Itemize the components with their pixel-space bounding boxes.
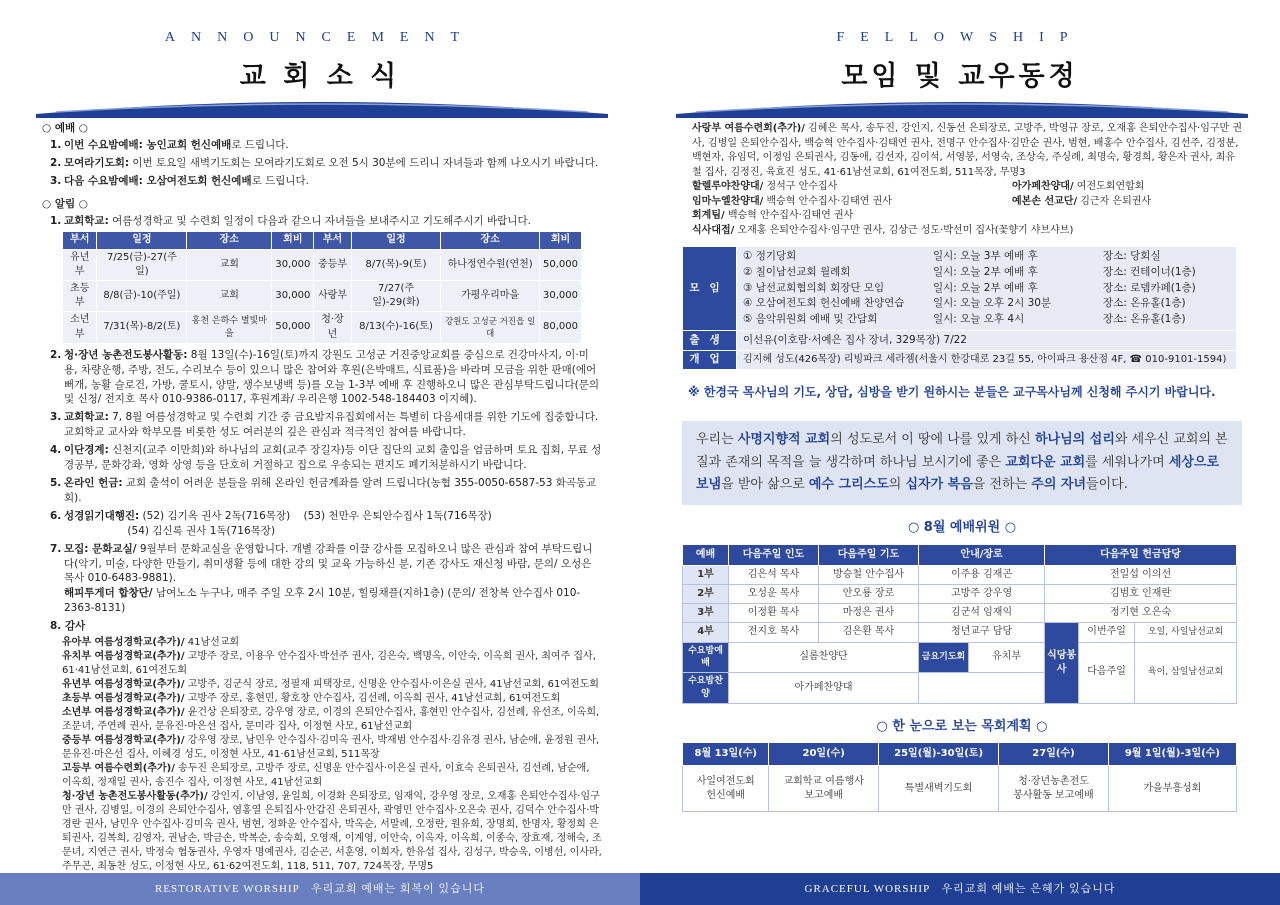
fellowship-list <box>682 122 1242 238</box>
list-item <box>692 224 1242 239</box>
text-field: 이번주일 <box>1079 623 1135 642</box>
text-field: 수요밤예배 <box>683 642 729 673</box>
text-field: 신천지(교주 이만희)와 하나님의 교회(교주 장길자)등 이단 집단의 교회 출입을 엄금하며 토요 집회, 무료 성경공부, 문화강좌, 영화 상영 등을 단호히 거절하고 집으로 우송되는 편지도 폐기처분하시기 바랍니다. <box>64 444 602 472</box>
text-field: 중등부 여름성경학교(추가)/ <box>62 735 185 747</box>
text-field: ③ 남선교회협의회 회장단 모임 <box>743 281 885 294</box>
text-field: 아가페찬양대 <box>729 673 919 704</box>
list-item <box>692 180 1242 195</box>
table-row <box>63 312 582 343</box>
text-field: 수요밤찬양 <box>683 673 729 704</box>
title-swoosh <box>36 96 608 118</box>
text-field: 일정 <box>97 232 187 249</box>
text-field: 유년부 여름성경학교(추가)/ <box>62 679 185 691</box>
text-field: 온라인 헌금: <box>64 477 123 489</box>
text-field: 의 <box>888 477 906 493</box>
text-field: 청·장년농촌전도 <box>1018 775 1089 787</box>
text-field: 식사대접/ <box>692 224 735 236</box>
list-item <box>62 636 602 650</box>
text-field: 1. <box>50 214 62 227</box>
text-field: 윤건상 은퇴장로, 강우영 장로, 이경의 은퇴안수집사, 홍현민 안수집사, 김선례, 유선조, 이옥희, 조문녀, 주연례 권사, 문유진·마은선 집사, 문미라 집사, 이정현 사모, 61남선교회 <box>62 707 600 733</box>
list-item <box>743 265 1230 281</box>
thanks-heading: 8. 감사 <box>50 620 86 633</box>
text-field: 장소: 로뎀카페(1층) <box>1103 281 1196 294</box>
list-item <box>62 734 602 762</box>
text-field: 들이다. <box>1086 477 1128 493</box>
list-item <box>50 156 602 171</box>
text-field: 사랑부 <box>314 281 351 312</box>
text-field: 회계팀/ <box>692 210 725 221</box>
text-field: 고방주 장로, 홍현민, 황호창 안수집사, 김선례, 이옥희 권사, 41남선교회, 61여전도회 <box>184 693 561 705</box>
table-row <box>683 565 1237 584</box>
text-field: 회비 <box>272 232 314 249</box>
text-field: 방승철 안수집사 <box>819 565 919 584</box>
list-item <box>62 790 602 874</box>
text-field: 모집: 문화교실/ <box>64 542 137 555</box>
text-field: 정기현 오은숙 <box>1045 604 1237 623</box>
text-field: 9월부터 문화교실을 운영합니다. 개별 강좌를 이끌 강사를 모집하오니 많은 관심과 참여 부탁드립니다(악기, 미술, 다양한 만들기, 취미생활 등에 대한 강의 및 교육 가능하신 분, 기존 강사도 재신청 바람, 문의/ 오성은 목사 010-6483-9881). <box>64 542 593 585</box>
text-field: 사명지향적 교회 <box>737 431 831 447</box>
text-field: 일시: 오늘 오후 2시 30분 <box>933 297 1052 310</box>
text-field: 홍천 은하수 별빛마을 <box>187 312 272 343</box>
text-field: 9월 1일(월)-3일(수) <box>1108 743 1236 766</box>
text-field: 김근자 은퇴권사 <box>1077 195 1152 207</box>
text-field: 김은환 목사 <box>819 623 919 642</box>
text-field: 일시: 오늘 2부 예배 후 <box>933 265 1038 278</box>
text-field: 교회다운 교회 <box>1005 454 1086 470</box>
list-item <box>50 443 602 473</box>
text-field: 다음 수요밤예배: 오삼여전도회 헌신예배 <box>64 174 252 187</box>
text-field: 2. <box>50 156 62 169</box>
text-field: 김범호 인재란 <box>1045 584 1237 603</box>
text-field: 고방주, 김군식 장로, 정필재 피택장로, 신명운 안수집사·이은실 권사, 41남선교회, 61여전도회 <box>184 679 599 691</box>
table-row <box>683 623 1237 642</box>
list-item <box>50 542 602 617</box>
text-field: 소년부 여름성경학교(추가)/ <box>62 707 185 719</box>
list-item <box>743 249 1230 265</box>
text-field: 안내/장로 <box>919 544 1045 565</box>
page-title: 모임 및 교우동정 <box>841 61 1079 92</box>
text-field: 하나정연수원(연천) <box>441 249 540 280</box>
text-field: 이번 수요밤예배: 농인교회 헌신예배 <box>64 138 232 151</box>
text-field: 김은석 목사 <box>729 565 819 584</box>
text-field: 7. <box>50 542 62 555</box>
text-field: 교회학교 여름행사 <box>783 775 864 787</box>
text-field: 30,000 <box>272 281 314 312</box>
text-field: 80,000 <box>539 312 581 343</box>
text-field: 김군석 임재익 <box>919 604 1045 623</box>
text-field: 장소 <box>441 232 540 249</box>
table-row <box>683 642 1237 673</box>
text-field: 여름성경학교 및 수련회 일정이 다음과 같으니 자녀들을 보내주시고 기도해주시기 바랍니다. <box>108 214 531 227</box>
text-field: 청년교구 담당 <box>919 623 1045 642</box>
text-field: 정석구 안수집사 <box>763 181 838 192</box>
list-item <box>743 296 1230 312</box>
table-row <box>63 249 582 280</box>
text-field: 로 드립니다. <box>231 138 289 151</box>
text-field: 안오룡 장로 <box>819 584 919 603</box>
notice-heading: ○ 알림 ○ <box>42 197 88 210</box>
text-field: 이주용 김재곤 <box>919 565 1045 584</box>
text-field: 봉사활동 보고예배 <box>1013 789 1094 801</box>
page-title: 교 회 소 식 <box>239 61 401 92</box>
text-field: 4부 <box>683 623 729 642</box>
text-field: 50,000 <box>539 249 581 280</box>
text-field: 다음주일 기도 <box>819 544 919 565</box>
text-field: 오일, 사일남선교회 <box>1135 623 1237 642</box>
list-item <box>692 209 1242 224</box>
text-field: GRACEFUL WORSHIP <box>804 883 931 895</box>
text-field: 을 받아 삶으로 <box>721 477 809 493</box>
text-field: 장소: 온유홀(1층) <box>1103 313 1186 325</box>
text-field: 일정 <box>351 232 441 249</box>
text-field: 청·장년 <box>314 312 351 343</box>
text-field: 오성운 목사 <box>729 584 819 603</box>
list-item <box>62 762 602 790</box>
text-field: 1부 <box>683 565 729 584</box>
text-field: 2. <box>50 348 62 361</box>
text-field: 송두진 은퇴장로, 고방주 장로, 신명운 안수집사·이은실 권사, 이효숙 은퇴권사, 김선례, 남순애, 이옥희, 정재일 권사, 송진수 집사, 이정현 사모, 41남선교회 <box>62 763 590 789</box>
text-field: ④ 오삼여전도회 헌신예배 찬양연습 <box>743 297 905 310</box>
list-item <box>50 509 602 539</box>
text-field: 김혜은 목사, 송두진, 강인지, 신동선 은퇴장로, 고방주, 박영규 장로, 오재홍 은퇴안수집사·임구만 권사, 김병일 은퇴안수집사, 백승혁 안수집사·김태연 권사, 전명구 안수집사·김만순 권사, 범현, 배홍수 안수집사, 김선주, 김정분, 백현자, 유임덕, 이정임 은퇴권사, 김동애, 김선자, 김이석, 서영봉, 서영숙, 조상숙, 주싱례, 최명숙, 황경희, 황은자 권사, 최유철 집사, 김정진, 육효진 성도, 41·61남선교회, 61여전도회, 511목장, 무명3 <box>692 123 1243 178</box>
table-row <box>683 604 1237 623</box>
text-field: 6. <box>50 509 62 522</box>
text-field: (54) 김신록 권사 1독(716목장) <box>127 524 276 537</box>
text-field: 7/27(주일)-29(화) <box>351 281 441 312</box>
text-field: 고등부 여름수련회(추가)/ <box>62 763 175 775</box>
text-field: 8월 13일(수) <box>683 743 769 766</box>
text-field: 금요기도회 <box>919 642 969 673</box>
fellowship-page <box>640 0 1280 905</box>
list-item <box>50 410 602 440</box>
text-field: 3. <box>50 411 62 424</box>
list-item <box>62 678 602 692</box>
right-footer <box>640 873 1280 905</box>
text-field: ② 칠이남선교회 월례회 <box>743 265 851 278</box>
worship-committee-table <box>682 544 1237 704</box>
text-field: 장소: 당회실 <box>1103 250 1161 262</box>
text-field: 2부 <box>683 584 729 603</box>
title-swoosh <box>676 96 1248 118</box>
text-field: 20일(수) <box>769 743 878 766</box>
text-field: ⑤ 음악위원회 예배 및 간담회 <box>743 313 878 325</box>
text-field: 다음주일 헌금담당 <box>1045 544 1237 565</box>
text-field: ① 정기당회 <box>743 250 797 262</box>
open-label: 개업 <box>683 350 737 369</box>
text-field: 백승혁 안수집사·김태연 권사 <box>724 210 854 221</box>
text-field: 해피투게더 합창단/ <box>64 587 153 600</box>
text-field: 하나님의 섭리 <box>1035 431 1115 447</box>
text-field: 부서 <box>314 232 351 249</box>
counsel-note: ※ 한경국 목사님의 기도, 상담, 심방을 받기 원하시는 분들은 교구목사님께 신청해 주시기 바랍니다. <box>688 384 1216 399</box>
open-value: 김지혜 성도(426목장) 리빙파크 세라젬(서울시 한강대로 23길 55, 아이파크 용산점 4F, ☎ 010-9101-1594) <box>737 350 1237 369</box>
text-field: 사일여전도회 <box>696 775 755 787</box>
text-field: 유년부 <box>63 249 97 280</box>
announcement-kicker: ANNOUNCEMENT <box>164 30 476 45</box>
text-field: 41남선교회 <box>184 637 240 649</box>
text-field: 교회 <box>187 249 272 280</box>
table-row <box>63 281 582 312</box>
text-field: 일시: 오늘 3부 예배 후 <box>933 250 1038 262</box>
text-field: 여전도회연합회 <box>1073 181 1145 192</box>
list-item <box>743 281 1230 297</box>
text-field: 교회 출석이 어려운 분들을 위해 온라인 헌금계좌를 알려 드립니다(농협 355-0050-6587-53 화곡동교회). <box>64 477 597 504</box>
text-field: RESTORATIVE WORSHIP <box>154 883 300 895</box>
text-field: 일시: 오늘 2부 예배 후 <box>933 281 1038 294</box>
text-field: 교회학교: <box>64 214 109 227</box>
text-field: 중등부 <box>314 249 351 280</box>
text-field: 로 드립니다. <box>251 174 309 187</box>
text-field: 부서 <box>63 232 97 249</box>
list-item <box>50 174 602 189</box>
text-field: 청·장년 농촌전도봉사활동: <box>64 348 188 361</box>
text-field: 이번 토요일 새벽기도회는 모여라기도회로 오전 5시 30분에 드리니 자녀들과 함께 나오시기 바랍니다. <box>129 156 599 169</box>
text-field: 이단경계: <box>64 444 109 457</box>
list-item <box>62 706 602 734</box>
text-field: 5. <box>50 477 62 489</box>
text-field: 세상으로 보냄 <box>696 454 1220 493</box>
text-field: 고방주 장로, 이용우 안수집사·박선주 권사, 김은숙, 백명옥, 이안숙, 이옥희 권사, 최여주 집사, 61·41남선교회, 61여전도회 <box>62 651 596 677</box>
text-field: (53) 천만우 은퇴안수집사 1독(716목장) <box>303 509 492 522</box>
text-field: 50,000 <box>272 312 314 343</box>
text-field: 초등부 <box>63 281 97 312</box>
text-field: 를 세워나가며 <box>1085 454 1169 470</box>
text-field: 소년부 <box>63 312 97 343</box>
list-item <box>692 195 1242 210</box>
text-field: (52) 김기옥 권사 2독(716목장) <box>142 509 291 522</box>
text-field: 3. <box>50 174 62 187</box>
text-field: 의 성도로서 이 땅에 나를 있게 하신 <box>830 431 1035 447</box>
text-field: 30,000 <box>272 249 314 280</box>
pastoral-plan-table <box>682 742 1237 812</box>
list-item <box>62 650 602 678</box>
left-footer <box>0 873 640 905</box>
list-item <box>743 312 1230 328</box>
thanks-list <box>40 636 602 874</box>
list-item <box>692 122 1242 180</box>
text-field: 육이, 삼일남선교회 <box>1135 642 1237 703</box>
text-field: 우리교회 예배는 회복이 있습니다 <box>311 883 486 895</box>
table-row <box>683 584 1237 603</box>
text-field: 임마누엘찬양대/ <box>692 195 764 207</box>
text-field: 오재홍 은퇴안수집사·임구만 권사, 김상근 성도·박선미 집사(꽃향기 샤브샤브) <box>734 224 1074 236</box>
text-field: 교회 <box>187 281 272 312</box>
list-item <box>50 138 602 153</box>
mission-statement <box>682 421 1242 505</box>
text-field: 7/25(금)-27(주일) <box>97 249 187 280</box>
list-item <box>50 348 602 408</box>
text-field: 30,000 <box>539 281 581 312</box>
fellowship-content <box>682 122 1242 812</box>
list-item <box>50 214 602 229</box>
text-field: 마정은 권사 <box>819 604 919 623</box>
text-field: 강우영 장로, 남민우 안수집사·김미옥 권사, 박재범 안수집사·김유경 권사, 남순애, 윤정원 권사, 문유진·마은선 집사, 이혜경 성도, 이정현 사모, 41·61남선교회, 511목장 <box>62 735 600 761</box>
plan-title: ○ 한 눈으로 보는 목회계획 ○ <box>876 718 1048 734</box>
text-field: 7/31(목)-8/2(토) <box>97 312 187 343</box>
meeting-table <box>682 246 1237 370</box>
announcement-content <box>40 118 602 874</box>
text-field: 전지호 목사 <box>729 623 819 642</box>
text-field: 강원도 고성군 거진읍 일대 <box>441 312 540 343</box>
worship-heading: ○ 예배 ○ <box>42 122 88 134</box>
worship-committee-title: ○ 8월 예배위원 ○ <box>907 520 1017 536</box>
text-field: 다음주일 인도 <box>729 544 819 565</box>
text-field: 가평우리마을 <box>441 281 540 312</box>
text-field: 유치부 여름성경학교(추가)/ <box>62 651 185 663</box>
text-field: 전일섭 이의선 <box>1045 565 1237 584</box>
text-field: 모여라기도회: <box>64 156 130 169</box>
text-field: 예수 그리스도 <box>808 477 889 493</box>
text-field: 가을부흥성회 <box>1143 782 1202 794</box>
text-field: 남여노소 누구나, 매주 주일 오후 2시 10분, 힐링채플(지하1층) (문의/ 전창복 안수집사 010-2363-8131) <box>64 587 581 615</box>
text-field: 일시: 오늘 오후 4시 <box>933 313 1025 325</box>
text-field: 초등부 여름성경학교(추가)/ <box>62 693 185 705</box>
text-field: 회비 <box>539 232 581 249</box>
text-field: 유아부 여름성경학교(추가)/ <box>62 637 185 649</box>
text-field: 보고예배 <box>804 789 844 801</box>
text-field: 교회학교: <box>64 411 109 424</box>
text-field: 8/7(목)-9(토) <box>351 249 441 280</box>
list-item <box>50 476 602 506</box>
text-field: 주의 자녀 <box>1031 477 1087 493</box>
text-field: 을 전하는 <box>972 477 1032 493</box>
text-field: 사랑부 여름수련회(추가)/ <box>692 123 805 134</box>
text-field: 고방주 강우영 <box>919 584 1045 603</box>
text-field: 식당봉사 <box>1045 623 1079 703</box>
text-field: 장소: 온유홀(1층) <box>1103 297 1186 310</box>
birth-value: 이선유(이호람·서예은 집사 장녀, 329목장) 7/22 <box>737 330 1237 350</box>
text-field: 예본손 선교단/ <box>1012 195 1078 207</box>
text-field: 특별새벽기도회 <box>904 782 973 794</box>
text-field: 백승혁 안수집사·김태연 권사 <box>763 195 892 207</box>
school-schedule-table <box>62 231 582 343</box>
text-field: 7, 8월 여름성경학교 및 수련회 기간 중 금요밤지유집회에서는 특별히 다음세대를 위한 기도에 집중합니다. 교회학교 교사와 학부모를 비롯한 성도 여러분의 깊은 관심과 적극적인 참여를 바랍니다. <box>64 411 599 439</box>
text-field: 우리교회 예배는 은혜가 있습니다 <box>941 883 1116 895</box>
text-field: 십자가 복음 <box>905 477 973 493</box>
text-field: 할렐루야찬양대/ <box>692 181 764 192</box>
meeting-label: 모임 <box>683 247 737 331</box>
text-field: 아가페찬양대/ <box>1012 181 1074 192</box>
table-row <box>683 766 1237 812</box>
text-field: 8월 13일(수)-16일(토)까지 강원도 고성군 거진중앙교회를 중심으로 건강마사지, 이·미용, 차량운행, 주방, 전도, 수리보수 등이 있으니 많은 참여와 후원(은박매트, 식료품)을 바라며 모금을 위한 판매(에어뻐개, 농활 슬로건, 가방, 쿨토시, 양말, 생수보냉백 등)를 오늘 1-3부 예배 후 진행하오니 많은 관심부탁드립니다(문의 및 신청/ 전지호 목사 010-9386-0117, 후원계좌/ 우리은행 1002-548-184403 이지혜). <box>64 348 600 406</box>
text-field: 27일(수) <box>999 743 1108 766</box>
text-field: 8/8(금)-10(주일) <box>97 281 187 312</box>
text-field: 청·장년 농촌전도봉사활동(추가)/ <box>62 791 208 803</box>
text-field: 25일(월)-30일(토) <box>878 743 998 766</box>
text-field: 3부 <box>683 604 729 623</box>
text-field: 장소: 컨테이너(1층) <box>1103 265 1196 278</box>
text-field: 유치부 <box>969 642 1045 673</box>
text-field: 헌신예배 <box>706 789 746 801</box>
text-field: 와 세우신 교회의 본질과 존재의 목적을 늘 생각하며 하나님 보시기에 좋은 <box>696 431 1228 470</box>
text-field: 우리는 <box>696 431 738 447</box>
text-field: 예배 <box>683 544 729 565</box>
text-field: 성경읽기대행진: <box>64 509 140 522</box>
text-field: 실롬찬양단 <box>729 642 919 673</box>
text-field: 이정환 목사 <box>729 604 819 623</box>
text-field: 강인지, 이남영, 윤일희, 이경화 은퇴장로, 임재익, 강우영 장로, 오재홍 은퇴안수집사·임구만 권사, 김병일, 이경의 은퇴안수집사, 염홍열 은퇴집사·안갑진 은퇴권사, 곽영민 안수집사·오은숙 권사, 김덕수 안수집사·박경란 권사, 남민우 안수집사·김미옥 권사, 범현, 정화운 안수집사, 박옥순, 서말례, 오정란, 원유희, 장명희, 한명자, 황정희 은퇴권사, 김복희, 김영자, 권남손, 박금손, 박복순, 송숙희, 오영재, 이계영, 이안숙, 이옥자, 이옥희, 이종숙, 장효재, 정해숙, 조문녀, 지연근 권사, 박정숙 협동권사, 우영자 명예권사, 김순곤, 서훈영, 이희자, 한유섭 집사, 김성구, 박승욱, 이병선, 이사라, 주무곤, 최동찬 성도, 이정현 사모, 61·62여전도회, 118, 511, 707, 724목장, 무명5 <box>62 791 602 873</box>
text-field: 4. <box>50 444 62 457</box>
list-item <box>62 692 602 706</box>
text-field: 다음주일 <box>1079 642 1135 703</box>
fellowship-kicker: FELLOWSHIP <box>836 30 1084 45</box>
text-field: 8/13(수)-16(토) <box>351 312 441 343</box>
text-field: 장소 <box>187 232 272 249</box>
birth-label: 출생 <box>683 330 737 350</box>
text-field: 1. <box>50 138 62 151</box>
